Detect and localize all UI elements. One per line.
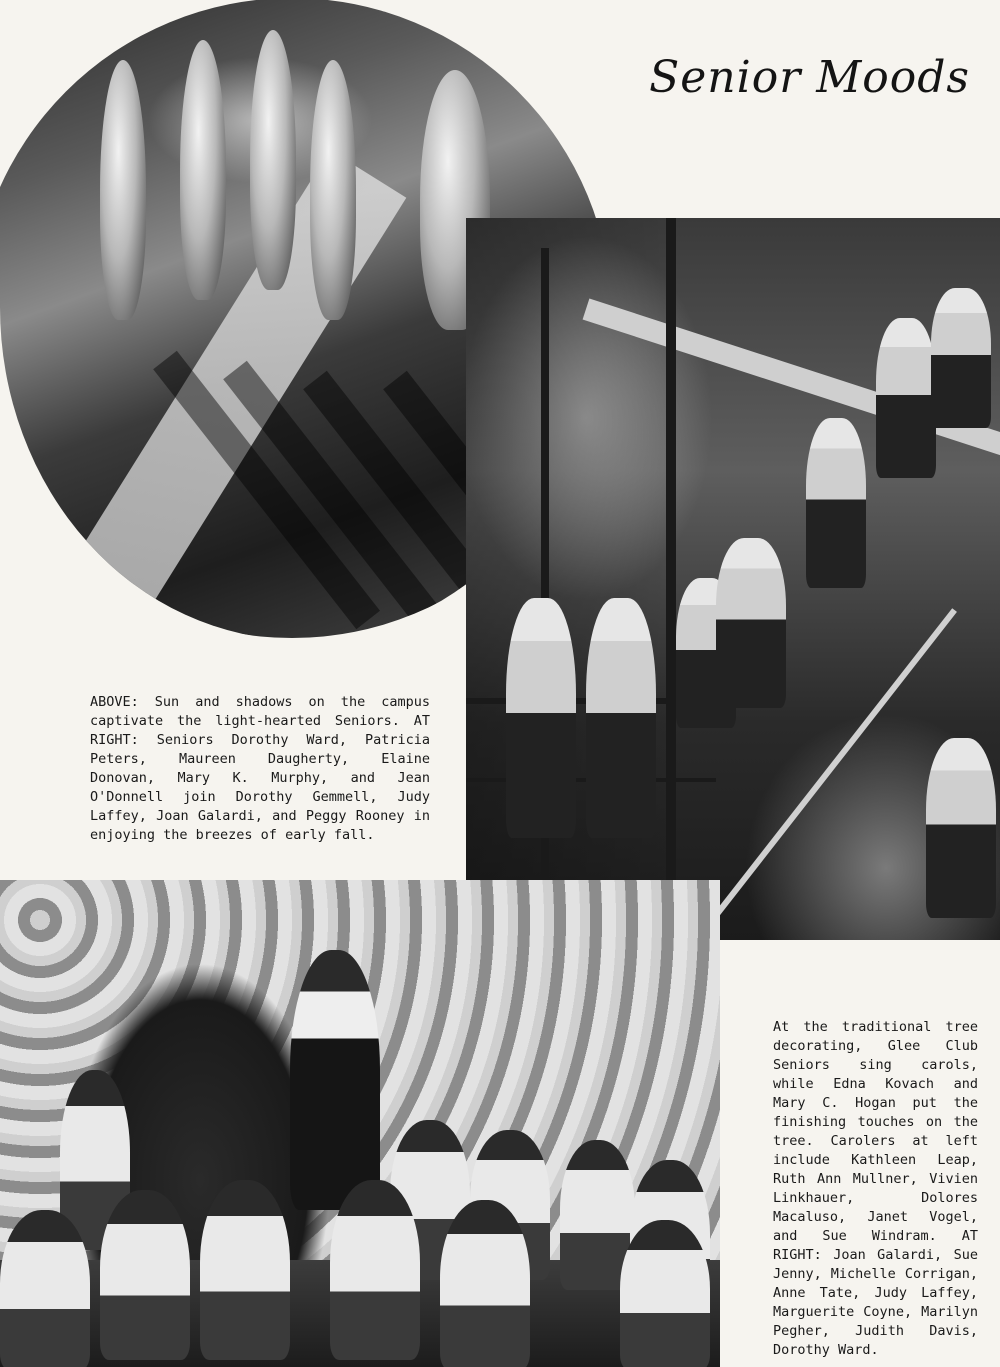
tree-decorating-photo: [0, 880, 720, 1367]
caption-tree: At the traditional tree decorating, Glee Club Seniors sing carols, while Edna Kovach and Mary C. Hogan put the finishing touches on the tree. Carolers at left include Kathleen Leap, Ruth Ann Mullner, Vivien Linkhauer, Dolores Macaluso, Janet Vogel, and Sue Windram. AT RIGHT: Joan Galardi, Sue Jenny, Michelle Corrigan, Anne Tate, Judy Laffey, Marguerite Coyne, Marilyn Pegher, Judith Davis, Dorothy Ward.: [773, 1019, 978, 1358]
poplar-tree: [100, 60, 146, 320]
page-title: Senior Moods: [649, 52, 970, 103]
post: [666, 218, 676, 940]
student-figure: [506, 598, 576, 838]
student-figure: [586, 598, 656, 838]
caroler: [330, 1180, 420, 1360]
caption-above: ABOVE: Sun and shadows on the campus captivate the light-hearted Seniors. AT RIGHT: Seniors Dorothy Ward, Patricia Peters, Maureen Daugherty, Elaine Donovan, Mary K. Murphy, and Jean O'Donnell join Dorothy Gemmell, Judy Laffey, Joan Galardi, and Peggy Rooney in enjoying the breezes of early fall.: [90, 694, 430, 843]
student-figure: [806, 418, 866, 588]
student-figure: [931, 288, 991, 428]
student-figure: [926, 738, 996, 918]
poplar-tree: [310, 60, 356, 320]
poplar-tree: [250, 30, 296, 290]
caroler: [200, 1180, 290, 1360]
woman-decorating: [290, 950, 380, 1210]
caroler: [100, 1190, 190, 1360]
student-figure: [716, 538, 786, 708]
caroler: [0, 1210, 90, 1367]
poplar-tree: [180, 40, 226, 300]
caroler: [440, 1200, 530, 1367]
caroler: [620, 1220, 710, 1367]
stairway-photo: [466, 218, 1000, 940]
student-figure: [876, 318, 936, 478]
